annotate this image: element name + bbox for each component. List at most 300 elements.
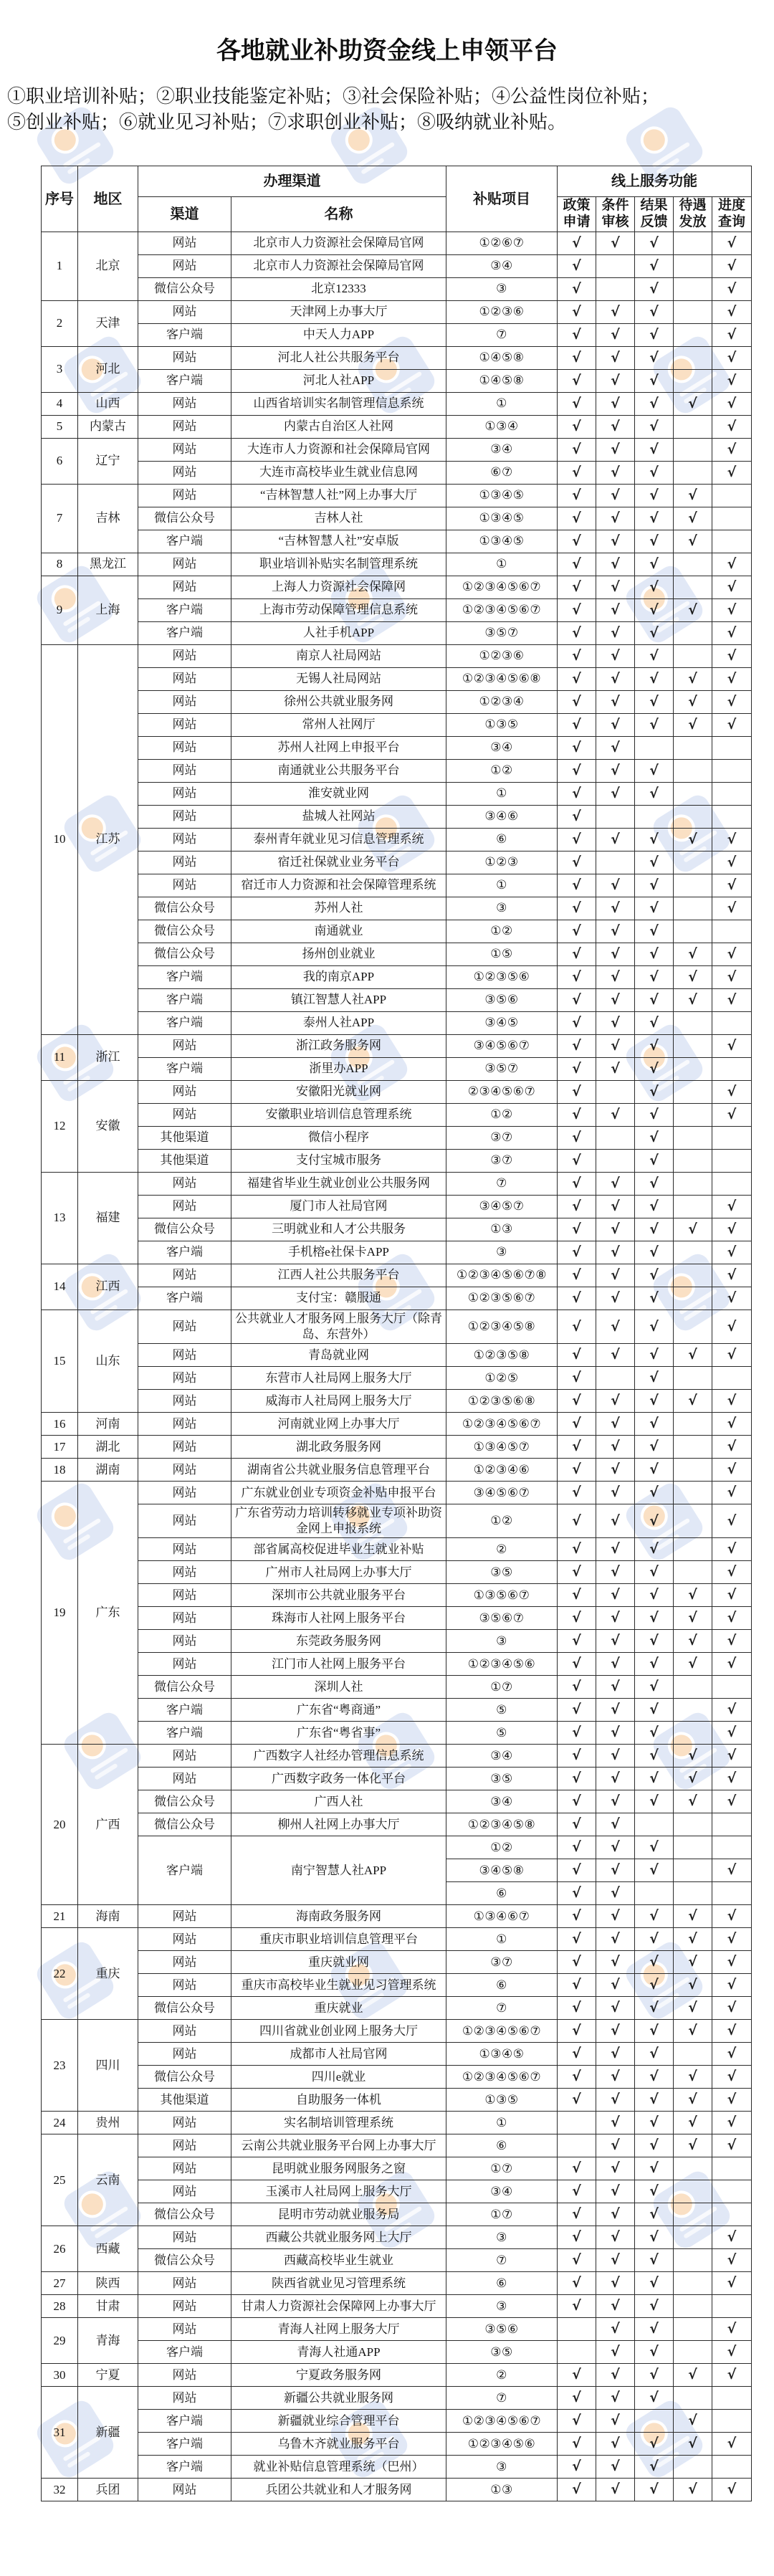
check-icon: √	[611, 1439, 620, 1455]
service-check-cell	[674, 1584, 712, 1607]
check-icon: √	[727, 969, 737, 986]
check-icon: √	[572, 327, 581, 343]
service-check-cell	[712, 1241, 752, 1264]
service-check-cell	[635, 2249, 674, 2272]
check-icon: √	[572, 2390, 581, 2406]
platform-name-cell: 江门市人社网上服务平台	[231, 1653, 446, 1676]
check-icon: √	[649, 2046, 659, 2062]
check-icon: √	[649, 1484, 659, 1501]
table-row	[42, 346, 752, 369]
check-icon: √	[611, 2458, 620, 2475]
service-check-cell	[635, 1561, 674, 1584]
watermark-shape-b1	[62, 142, 101, 168]
service-check-cell	[674, 2318, 712, 2341]
subsidy-items-cell: ③④	[446, 736, 558, 759]
check-icon: √	[572, 1290, 581, 1307]
service-check-cell	[558, 1103, 596, 1126]
check-icon: √	[649, 464, 659, 481]
row-number-cell: 13	[42, 1172, 78, 1264]
service-check-cell	[558, 576, 596, 598]
subsidy-items-cell: ①③⑤	[446, 713, 558, 736]
row-number-cell: 16	[42, 1413, 78, 1436]
check-icon: √	[649, 556, 659, 573]
service-check-cell	[712, 2479, 752, 2501]
check-icon: √	[611, 1747, 620, 1764]
platform-name-cell: 乌鲁木齐就业服务平台	[231, 2433, 446, 2456]
subsidy-items-cell: ⑦	[446, 2387, 558, 2410]
check-icon: √	[727, 1793, 737, 1810]
service-check-cell	[596, 1790, 635, 1813]
check-icon: √	[649, 579, 659, 596]
check-icon: √	[649, 1153, 659, 1169]
check-icon: √	[611, 464, 620, 481]
region-cell: 广西	[78, 1745, 138, 1905]
service-check-cell	[596, 1126, 635, 1149]
subsidy-items-cell: ①	[446, 392, 558, 415]
check-icon: √	[727, 442, 737, 458]
table-row	[42, 323, 752, 346]
check-icon: √	[572, 2367, 581, 2383]
service-check-cell	[558, 782, 596, 805]
service-check-cell	[558, 1459, 596, 1482]
check-icon: √	[572, 648, 581, 664]
channel-cell: 网站	[138, 553, 231, 576]
service-check-cell	[596, 1699, 635, 1722]
subsidy-items-cell: ③	[446, 2226, 558, 2249]
check-icon: √	[572, 1725, 581, 1741]
check-icon: √	[572, 992, 581, 1008]
check-icon: √	[611, 2252, 620, 2269]
check-icon: √	[572, 1393, 581, 1409]
service-check-cell	[674, 943, 712, 965]
channel-cell: 网站	[138, 1436, 231, 1459]
check-icon: √	[611, 786, 620, 802]
platform-name-cell: 山西省培训实名制管理信息系统	[231, 392, 446, 415]
check-icon: √	[727, 2344, 737, 2360]
service-check-cell	[712, 461, 752, 484]
service-check-cell	[558, 1057, 596, 1080]
table-row	[42, 782, 752, 805]
row-number-cell: 19	[42, 1482, 78, 1745]
row-number-cell: 10	[42, 644, 78, 1034]
region-cell: 四川	[78, 2020, 138, 2112]
service-check-cell	[674, 1149, 712, 1172]
service-check-cell	[712, 2089, 752, 2112]
service-check-cell	[596, 1722, 635, 1745]
service-check-cell	[635, 254, 674, 277]
subsidy-items-cell: ③④⑤	[446, 1011, 558, 1034]
check-icon: √	[611, 579, 620, 596]
check-icon: √	[727, 1221, 737, 1238]
service-check-cell	[712, 1928, 752, 1951]
service-check-cell	[558, 1928, 596, 1951]
check-icon: √	[688, 1931, 697, 1947]
table-row	[42, 1607, 752, 1630]
service-check-cell	[596, 713, 635, 736]
service-check-cell	[596, 2180, 635, 2203]
service-check-cell	[596, 1195, 635, 1218]
platform-name-cell: 支付宝城市服务	[231, 1149, 446, 1172]
channel-cell: 网站	[138, 736, 231, 759]
subsidy-items-cell: ①③⑤⑥⑦	[446, 1584, 558, 1607]
check-icon: √	[611, 1107, 620, 1123]
service-check-cell	[712, 1676, 752, 1699]
check-icon: √	[611, 1198, 620, 1215]
table-row	[42, 2456, 752, 2479]
platform-name-cell: 成都市人社局官网	[231, 2043, 446, 2066]
service-check-cell	[558, 736, 596, 759]
service-check-cell	[635, 553, 674, 576]
service-check-cell	[558, 828, 596, 851]
subsidy-items-cell: ③⑦	[446, 1126, 558, 1149]
row-number-cell: 5	[42, 415, 78, 438]
subsidy-items-cell: ①	[446, 874, 558, 897]
service-check-cell	[596, 644, 635, 667]
check-icon: √	[727, 1198, 737, 1215]
service-check-cell	[596, 2020, 635, 2043]
table-row	[42, 2433, 752, 2456]
check-icon: √	[611, 1564, 620, 1580]
check-icon: √	[727, 396, 737, 412]
channel-cell: 网站	[138, 2134, 231, 2157]
service-check-cell	[712, 920, 752, 943]
table-row	[42, 484, 752, 507]
subsidy-items-cell: ①③④⑤	[446, 484, 558, 507]
service-check-cell	[635, 782, 674, 805]
region-cell: 辽宁	[78, 438, 138, 484]
table-row	[42, 920, 752, 943]
service-check-cell	[635, 1768, 674, 1790]
service-check-cell	[635, 346, 674, 369]
service-check-cell	[674, 1080, 712, 1103]
check-icon: √	[611, 2183, 620, 2200]
check-icon: √	[688, 2023, 697, 2039]
check-icon: √	[611, 1908, 620, 1924]
platform-name-cell: 中天人力APP	[231, 323, 446, 346]
table-row	[42, 1561, 752, 1584]
check-icon: √	[649, 1541, 659, 1557]
table-row	[42, 897, 752, 920]
service-check-cell	[712, 2134, 752, 2157]
service-check-cell	[596, 1218, 635, 1241]
subsidy-items-cell: ①③④⑤	[446, 507, 558, 530]
service-check-cell	[558, 1676, 596, 1699]
check-icon: √	[649, 2344, 659, 2360]
check-icon: √	[727, 1908, 737, 1924]
service-check-cell	[558, 713, 596, 736]
table-row	[42, 851, 752, 874]
check-icon: √	[727, 1725, 737, 1741]
service-check-cell	[712, 2020, 752, 2043]
channel-cell: 网站	[138, 644, 231, 667]
check-icon: √	[572, 1816, 581, 1833]
check-icon: √	[611, 1839, 620, 1856]
region-cell: 安徽	[78, 1080, 138, 1172]
check-icon: √	[572, 1130, 581, 1146]
service-check-cell	[674, 621, 712, 644]
check-icon: √	[649, 2252, 659, 2269]
table-row	[42, 300, 752, 323]
subsidy-items-cell: ①⑤	[446, 943, 558, 965]
channel-cell: 客户端	[138, 1722, 231, 1745]
service-check-cell	[596, 2157, 635, 2180]
check-icon: √	[611, 2275, 620, 2291]
service-check-cell	[596, 1676, 635, 1699]
check-icon: √	[649, 2436, 659, 2452]
check-icon: √	[649, 2183, 659, 2200]
service-check-cell	[596, 553, 635, 576]
service-check-cell	[712, 2226, 752, 2249]
channel-cell: 客户端	[138, 621, 231, 644]
check-icon: √	[649, 1839, 659, 1856]
service-check-cell	[596, 2203, 635, 2226]
subsidy-items-cell: ⑥⑦	[446, 461, 558, 484]
check-icon: √	[649, 1610, 659, 1626]
service-check-cell	[674, 1218, 712, 1241]
check-icon: √	[572, 1347, 581, 1363]
watermark-shape-b1	[651, 142, 690, 168]
subsidy-items-cell: ③⑤	[446, 2341, 558, 2364]
subsidy-items-cell: ①②⑤	[446, 1367, 558, 1390]
service-check-cell	[712, 346, 752, 369]
table-row	[42, 438, 752, 461]
check-icon: √	[649, 1416, 659, 1432]
channel-cell: 网站	[138, 1482, 231, 1504]
service-check-cell	[674, 1103, 712, 1126]
check-icon: √	[688, 694, 697, 710]
subsidy-items-cell: ③	[446, 277, 558, 300]
service-check-cell	[558, 2249, 596, 2272]
service-check-cell	[635, 1790, 674, 1813]
service-check-cell	[596, 920, 635, 943]
check-icon: √	[572, 1702, 581, 1718]
channel-cell: 网站	[138, 438, 231, 461]
service-check-cell	[674, 1011, 712, 1034]
check-icon: √	[649, 396, 659, 412]
check-icon: √	[611, 419, 620, 435]
table-row	[42, 392, 752, 415]
service-check-cell	[635, 943, 674, 965]
service-check-cell	[635, 392, 674, 415]
service-check-cell	[558, 484, 596, 507]
service-check-cell	[674, 1310, 712, 1343]
service-check-cell	[674, 1859, 712, 1882]
check-icon: √	[572, 1015, 581, 1031]
service-check-cell	[635, 2066, 674, 2089]
service-check-cell	[596, 1367, 635, 1390]
service-check-cell	[596, 254, 635, 277]
row-number-cell: 25	[42, 2134, 78, 2226]
service-check-cell	[674, 1745, 712, 1768]
service-check-cell	[674, 965, 712, 988]
channel-cell: 客户端	[138, 2456, 231, 2479]
subsidy-items-cell: ①②③⑤⑥	[446, 965, 558, 988]
service-check-cell	[635, 300, 674, 323]
service-check-cell	[596, 2410, 635, 2433]
table-row	[42, 713, 752, 736]
channel-cell: 网站	[138, 782, 231, 805]
service-check-cell	[674, 1653, 712, 1676]
check-icon: √	[649, 2275, 659, 2291]
service-check-cell	[674, 2249, 712, 2272]
check-icon: √	[649, 442, 659, 458]
table-row	[42, 736, 752, 759]
service-check-cell	[712, 805, 752, 828]
table-row	[42, 277, 752, 300]
table-row	[42, 530, 752, 553]
service-check-cell	[635, 1630, 674, 1653]
row-number-cell: 17	[42, 1436, 78, 1459]
subsidy-items-cell: ③⑤⑦	[446, 1057, 558, 1080]
table-row	[42, 690, 752, 713]
service-check-cell	[712, 1011, 752, 1034]
subsidy-items-cell: ②	[446, 2364, 558, 2387]
service-check-cell	[674, 1126, 712, 1149]
service-check-cell	[558, 621, 596, 644]
check-icon: √	[611, 1633, 620, 1649]
channel-cell: 网站	[138, 1459, 231, 1482]
row-number-cell: 8	[42, 553, 78, 576]
service-check-cell	[635, 1436, 674, 1459]
channel-cell: 微信公众号	[138, 277, 231, 300]
table-row	[42, 2295, 752, 2318]
service-check-cell	[635, 1482, 674, 1504]
service-check-cell	[712, 300, 752, 323]
service-check-cell	[674, 232, 712, 254]
service-check-cell	[596, 1310, 635, 1343]
service-check-cell	[558, 1241, 596, 1264]
check-icon: √	[611, 510, 620, 527]
table-row	[42, 2066, 752, 2089]
table-row	[42, 1905, 752, 1928]
service-check-cell	[558, 392, 596, 415]
service-check-cell	[596, 851, 635, 874]
service-check-cell	[596, 1436, 635, 1459]
service-check-cell	[596, 461, 635, 484]
service-check-cell	[596, 1653, 635, 1676]
channel-cell: 网站	[138, 2226, 231, 2249]
channel-cell: 网站	[138, 346, 231, 369]
check-icon: √	[688, 2137, 697, 2154]
check-icon: √	[649, 1954, 659, 1970]
service-check-cell	[558, 644, 596, 667]
page-title: 各地就业补助资金线上申领平台	[216, 37, 558, 65]
service-check-cell	[596, 2089, 635, 2112]
service-check-cell	[674, 392, 712, 415]
service-check-cell	[712, 1413, 752, 1436]
service-check-cell	[596, 1241, 635, 1264]
service-check-cell	[674, 2387, 712, 2410]
check-icon: √	[572, 2160, 581, 2177]
check-icon: √	[572, 2275, 581, 2291]
check-icon: √	[572, 1198, 581, 1215]
subsidy-items-cell: ⑥	[446, 2134, 558, 2157]
service-check-cell	[558, 1538, 596, 1561]
service-check-cell	[635, 1859, 674, 1882]
check-icon: √	[649, 854, 659, 871]
service-check-cell	[635, 1722, 674, 1745]
service-check-cell	[635, 2410, 674, 2433]
service-check-cell	[712, 2295, 752, 2318]
platform-name-cell: 宿迁社保就业业务平台	[231, 851, 446, 874]
check-icon: √	[611, 2114, 620, 2131]
service-check-cell	[712, 507, 752, 530]
row-number-cell: 21	[42, 1905, 78, 1928]
service-check-cell	[558, 323, 596, 346]
platform-name-cell: 珠海市人社网上服务平台	[231, 1607, 446, 1630]
service-check-cell	[558, 1287, 596, 1310]
service-check-cell	[674, 530, 712, 553]
service-check-cell	[558, 1310, 596, 1343]
service-check-cell	[558, 1699, 596, 1722]
channel-cell: 客户端	[138, 1287, 231, 1310]
check-icon: √	[649, 2206, 659, 2223]
service-check-cell	[596, 1390, 635, 1413]
service-check-cell	[635, 851, 674, 874]
service-check-cell	[712, 392, 752, 415]
service-check-cell	[674, 1722, 712, 1745]
service-check-cell	[674, 713, 712, 736]
check-icon: √	[688, 1221, 697, 1238]
check-icon: √	[649, 763, 659, 779]
platform-name-cell: 部省属高校促进毕业生就业补贴	[231, 1538, 446, 1561]
service-check-cell	[596, 897, 635, 920]
platform-name-cell: 西藏高校毕业生就业	[231, 2249, 446, 2272]
check-icon: √	[727, 464, 737, 481]
service-check-cell	[635, 1974, 674, 1997]
service-check-cell	[712, 1126, 752, 1149]
check-icon: √	[611, 992, 620, 1008]
check-icon: √	[688, 946, 697, 963]
service-check-cell	[558, 897, 596, 920]
check-icon: √	[611, 442, 620, 458]
check-icon: √	[572, 854, 581, 871]
region-cell: 宁夏	[78, 2364, 138, 2387]
check-icon: √	[572, 1885, 581, 1902]
check-icon: √	[688, 1587, 697, 1603]
check-icon: √	[727, 1633, 737, 1649]
service-check-cell	[674, 1482, 712, 1504]
table-row	[42, 1390, 752, 1413]
subsidy-items-cell: ①③	[446, 1218, 558, 1241]
platform-name-cell: 江西人社公共服务平台	[231, 1264, 446, 1287]
check-icon: √	[649, 1679, 659, 1695]
service-check-cell	[558, 1172, 596, 1195]
check-icon: √	[649, 1347, 659, 1363]
table-header-row-1	[42, 166, 752, 197]
check-icon: √	[727, 1318, 737, 1335]
check-icon: √	[727, 602, 737, 619]
row-number-cell: 7	[42, 484, 78, 553]
service-check-cell	[674, 1607, 712, 1630]
check-icon: √	[572, 258, 581, 275]
service-check-cell	[674, 2433, 712, 2456]
platform-name-cell: 浙江政务服务网	[231, 1034, 446, 1057]
service-check-cell	[674, 2180, 712, 2203]
service-check-cell	[712, 621, 752, 644]
service-check-cell	[712, 759, 752, 782]
service-check-cell	[712, 2341, 752, 2364]
check-icon: √	[611, 2321, 620, 2337]
check-icon: √	[572, 304, 581, 320]
table-row	[42, 254, 752, 277]
service-check-cell	[596, 1630, 635, 1653]
channel-cell: 微信公众号	[138, 2066, 231, 2089]
service-check-cell	[674, 1057, 712, 1080]
service-check-cell	[712, 1264, 752, 1287]
check-icon: √	[727, 900, 737, 917]
check-icon: √	[688, 671, 697, 687]
